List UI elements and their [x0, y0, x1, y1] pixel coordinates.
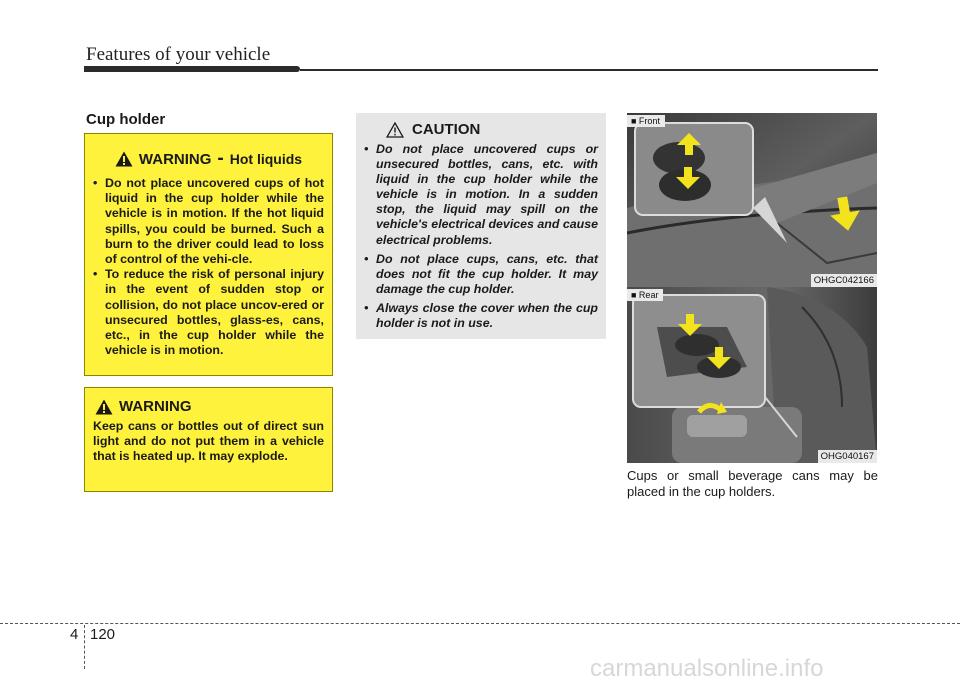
caution-heading	[386, 121, 606, 138]
list-item	[364, 142, 598, 248]
header-title: Features of your vehicle	[86, 44, 271, 65]
warning-hot-heading	[85, 148, 332, 170]
warning-hot-subtitle: Hot liquids	[229, 151, 303, 167]
front-cup-holder-photo	[627, 113, 877, 287]
bullet-dot: •	[93, 267, 98, 282]
list-item	[364, 252, 598, 297]
rear-photo-tag: ■ Rear	[627, 289, 663, 301]
warning-sun-heading	[95, 398, 332, 415]
warning-sunlight-box	[84, 387, 333, 492]
watermark: carmanualsonline.info	[590, 655, 824, 682]
header-rule-thin	[300, 69, 878, 71]
rear-cup-holder-photo	[627, 287, 877, 463]
caution-bullet-2: Do not place cups, cans, etc. that does not fit the cup holder. It may damage the cup holder.	[376, 251, 598, 296]
warning-triangle-icon	[95, 399, 113, 415]
warning-hot-list	[93, 176, 324, 358]
warning-hot-liquids-box	[84, 133, 333, 376]
rear-photo-code: OHG040167	[818, 450, 877, 463]
footer-page-number: 120	[90, 626, 116, 643]
front-photo-tag: ■ Front	[627, 115, 665, 127]
footer-dashed-rule	[0, 623, 960, 624]
list-item	[93, 176, 324, 267]
front-photo-code: OHGC042166	[811, 274, 877, 287]
list-item	[364, 301, 598, 331]
caution-bullet-3: Always close the cover when the cup holder is not in use.	[376, 300, 598, 331]
front-console-illustration	[627, 113, 877, 287]
body-text: Cups or small beverage cans may be placed in the cup holders.	[627, 468, 878, 499]
warning-hot-bullet-1: Do not place uncovered cups of hot liquid in the cup holder while the vehicle is in motion. If the hot liquid spills, you could be burned. Such a burn to the driver could lead to loss of control of the vehi-cle.	[105, 176, 324, 267]
warning-hot-bullet-2: To reduce the risk of personal injury in the event of sudden stop or collision, do not place uncov-ered or unsecured bottles, glass-es, cans, etc., in the cup holder while the vehicle is in motion.	[105, 267, 324, 358]
rear-armrest-illustration	[627, 287, 877, 463]
bullet-dot: •	[364, 142, 369, 156]
section-title: Cup holder	[86, 111, 166, 128]
bullet-dot: •	[364, 300, 369, 315]
warning-triangle-icon	[115, 151, 133, 167]
caution-title: CAUTION	[412, 121, 481, 138]
caution-bullet-1: Do not place uncovered cups or unsecured bottles, cans, etc. with liquid in the cup holder while the vehicle is in motion. In a sudden stop, the liquid may spill on the vehicle's electrical devices and cause electrical problems.	[376, 142, 598, 247]
footer-dashed-divider	[84, 625, 85, 669]
caution-list	[364, 142, 598, 331]
warning-sun-title: WARNING	[119, 398, 192, 415]
list-item	[93, 267, 324, 358]
warning-sun-text: Keep cans or bottles out of direct sun light and do not put them in a vehicle that is heated up. It may explode.	[93, 419, 324, 464]
header-rule-thick	[84, 66, 300, 72]
caution-box	[356, 113, 606, 339]
bullet-dot: •	[93, 176, 98, 190]
bullet-dot: •	[364, 251, 369, 266]
caution-triangle-icon	[386, 122, 404, 138]
footer-chapter-number: 4	[70, 626, 79, 643]
warning-hot-separator: -	[217, 148, 224, 169]
warning-hot-title: WARNING	[138, 150, 212, 168]
